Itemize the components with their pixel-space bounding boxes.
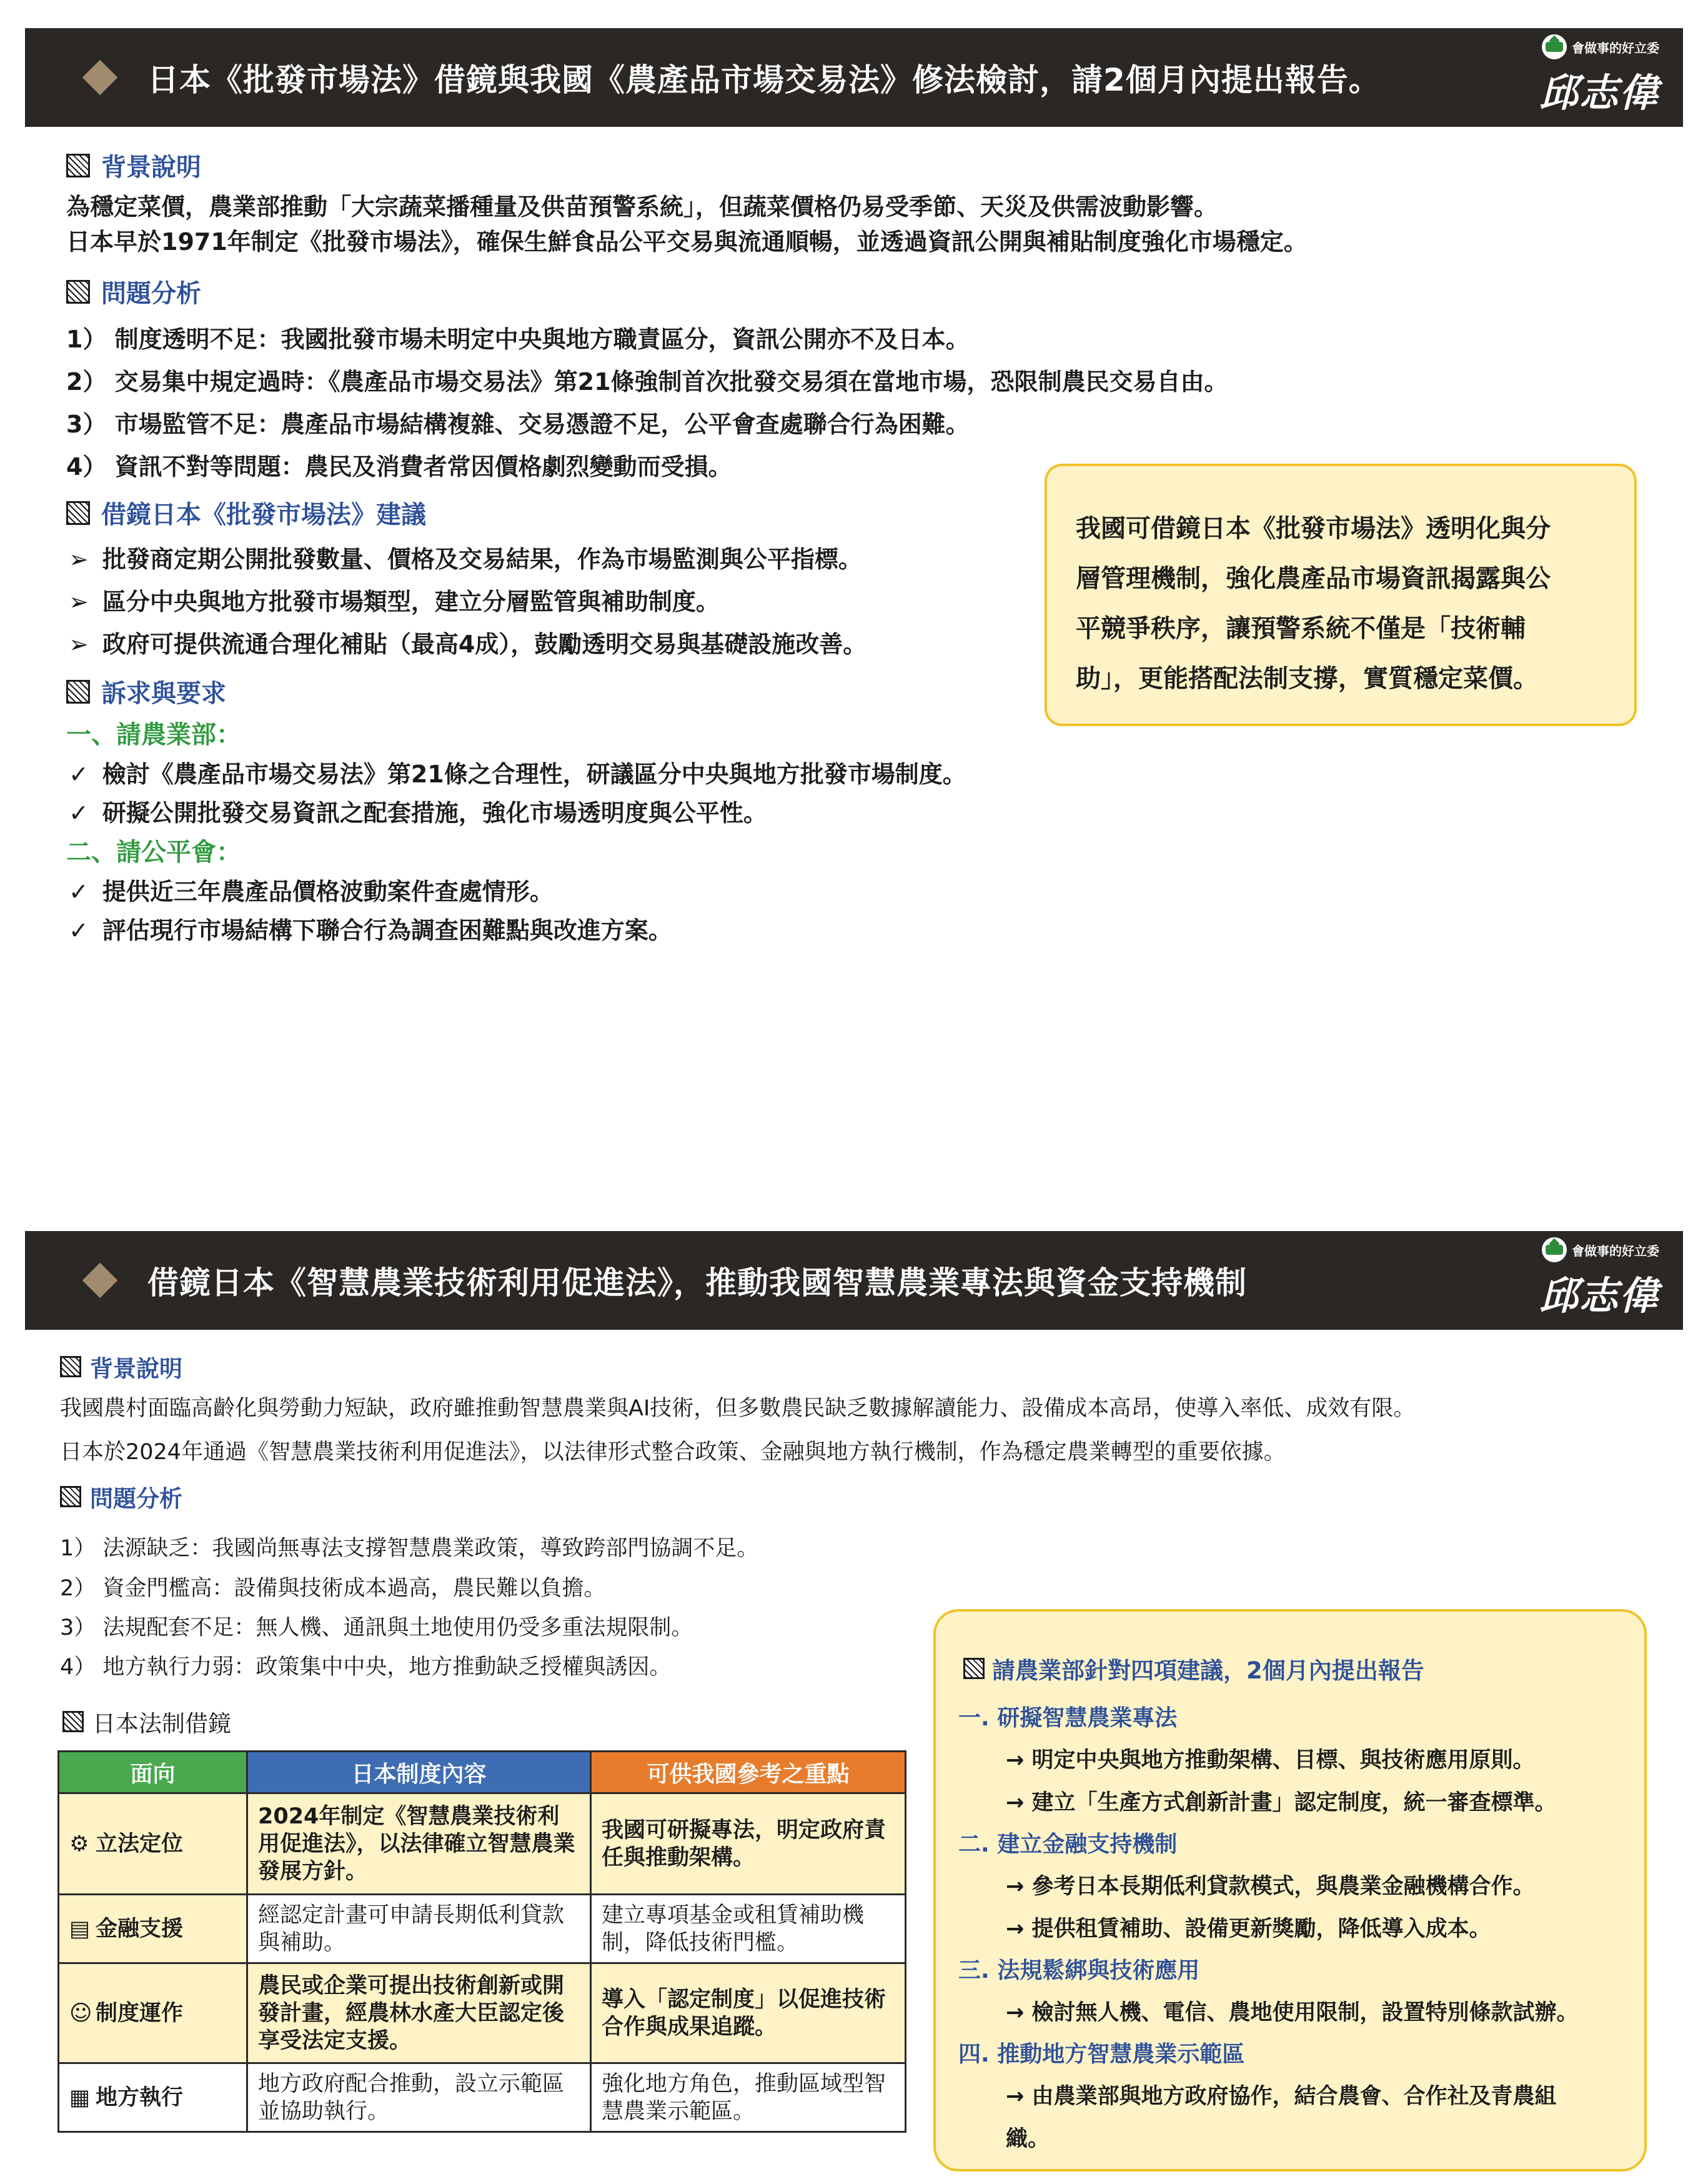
moa-heading: 一、請農業部： xyxy=(66,721,241,749)
background-line: 日本早於1971年制定《批發市場法》，確保生鮮食品公平交易與流通順暢，並透過資訊公開與補貼制度強化市場穩定。 xyxy=(66,228,1308,256)
note-line: 平競爭秩序，讓預警系統不僅是「技術輔 xyxy=(1076,614,1526,643)
recommendation-detail: → 建立「生產方式創新計畫」認定制度，統一審查標準。 xyxy=(1006,1790,1557,1815)
suggestion-item: ➢ 批發商定期公開批發數量、價格及交易結果，作為市場監測與公平指標。 xyxy=(69,540,862,574)
recommendation-detail: → 參考日本長期低利貸款模式，與農業金融機構合作。 xyxy=(1006,1874,1535,1899)
hatched-square-icon xyxy=(66,680,90,704)
column-header: 可供我國參考之重點 xyxy=(591,1752,906,1793)
recommendation-item: 二. 建立金融支持機制 xyxy=(958,1832,1178,1857)
column-header: 日本制度內容 xyxy=(247,1752,591,1793)
hatched-square-icon xyxy=(963,1658,985,1679)
recommendation-detail: → 檢討無人機、電信、農地使用限制，設置特別條款試辦。 xyxy=(1006,2000,1579,2025)
title-banner xyxy=(25,28,1683,127)
summary-note xyxy=(1045,464,1637,726)
demand-item: ✓ 評估現行市場結構下聯合行為調查困難點與改進方案。 xyxy=(69,911,672,945)
aspect-cell: ⚙ 立法定位 xyxy=(59,1793,247,1895)
recommendation-detail: → 提供租賃補助、設備更新獎勵，降低導入成本。 xyxy=(1006,1917,1491,1942)
recommendation-item: 一. 研擬智慧農業專法 xyxy=(958,1705,1178,1731)
party-logo-icon xyxy=(1542,1237,1567,1262)
demand-item: ✓ 檢討《農產品市場交易法》第21條之合理性，研議區分中央與地方批發市場制度。 xyxy=(69,755,966,789)
suggestion-item: ➢ 區分中央與地方批發市場類型，建立分層監管與補助制度。 xyxy=(69,582,720,617)
table-row xyxy=(59,1963,906,2063)
background-line: 日本於2024年通過《智慧農業技術利用促進法》，以法律形式整合政策、金融與地方執行機制，作為穩定農業轉型的重要依據。 xyxy=(60,1440,1286,1465)
aspect-cell: ☺ 制度運作 xyxy=(59,1963,247,2063)
brand-slogan: 會做事的好立委 xyxy=(1572,1243,1659,1259)
background-heading: 背景說明 xyxy=(60,1350,182,1384)
ftc-heading: 二、請公平會： xyxy=(66,838,241,867)
column-header: 面向 xyxy=(59,1752,247,1793)
analysis-item: 2） 交易集中規定過時：《農產品市場交易法》第21條強制首次批發交易須在當地市場，恐限制農民交易自由。 xyxy=(66,368,1228,396)
analysis-heading: 問題分析 xyxy=(66,274,201,309)
japan-cell: 地方政府配合推動，設立示範區並協助執行。 xyxy=(247,2063,591,2132)
analysis-item: 3） 市場監管不足：農產品市場結構複雜、交易憑證不足，公平會查處聯合行為困難。 xyxy=(66,411,970,438)
party-logo-icon xyxy=(1542,34,1567,59)
demand-item: ✓ 提供近三年農產品價格波動案件查處情形。 xyxy=(69,872,554,907)
brand-logo xyxy=(1509,34,1659,122)
hatched-square-icon xyxy=(62,1711,84,1732)
analysis-item: 3） 法規配套不足：無人機、通訊與土地使用仍受多重法規限制。 xyxy=(60,1615,693,1640)
analysis-item: 2） 資金門檻高：設備與技術成本過高，農民難以負擔。 xyxy=(60,1576,606,1601)
gear-icon: ⚙ xyxy=(69,1831,89,1857)
hatched-square-icon xyxy=(60,1356,81,1377)
japan-cell: 農民或企業可提出技術創新或開發計畫，經農林水產大臣認定後享受法定支援。 xyxy=(247,1963,591,2063)
brain-icon: ☺ xyxy=(69,2000,92,2026)
demands-heading: 訴求與要求 xyxy=(66,674,226,709)
taiwan-cell: 強化地方角色，推動區域型智慧農業示範區。 xyxy=(591,2063,906,2132)
document-icon: ▤ xyxy=(69,1916,91,1942)
note-line: 我國可借鏡日本《批發市場法》透明化與分 xyxy=(1076,514,1551,543)
title-banner xyxy=(25,1231,1683,1330)
recommendation-detail: → 由農業部與地方政府協作，結合農會、合作社及青農組 xyxy=(1006,2084,1557,2109)
diamond-icon xyxy=(82,1263,118,1299)
analysis-item: 4） 資訊不對等問題：農民及消費者常因價格劇烈變動而受損。 xyxy=(66,453,732,481)
comparison-table xyxy=(57,1750,906,2133)
hatched-square-icon xyxy=(66,154,90,177)
analysis-heading: 問題分析 xyxy=(60,1480,182,1513)
note-line: 助」，更能搭配法制支撐，實質穩定菜價。 xyxy=(1076,664,1538,693)
table-row xyxy=(59,1895,906,1963)
table-row xyxy=(59,1793,906,1895)
brand-signature: 邱志偉 xyxy=(1539,1273,1659,1319)
diamond-icon xyxy=(82,60,118,96)
analysis-item: 1） 法源缺乏：我國尚無專法支撐智慧農業政策，導致跨部門協調不足。 xyxy=(60,1536,759,1561)
recommendation-detail: → 明定中央與地方推動架構、目標、與技術應用原則。 xyxy=(1006,1748,1535,1773)
recommendation-detail: 織。 xyxy=(1006,2127,1050,2152)
brand-slogan: 會做事的好立委 xyxy=(1572,40,1659,56)
brand-logo xyxy=(1509,1237,1659,1325)
background-line: 為穩定菜價，農業部推動「大宗蔬菜播種量及供苗預警系統」，但蔬菜價格仍易受季節、天災及供需波動影響。 xyxy=(66,193,1218,221)
demand-item: ✓ 研擬公開批發交易資訊之配套措施，強化市場透明度與公平性。 xyxy=(69,794,767,828)
section-wholesale-market-law xyxy=(0,0,1708,1000)
japan-cell: 經認定計畫可申請長期低利貸款與補助。 xyxy=(247,1895,591,1963)
suggestions-heading: 借鏡日本《批發市場法》建議 xyxy=(66,495,426,531)
aspect-cell: ▤ 金融支援 xyxy=(59,1895,247,1963)
taiwan-cell: 我國可研擬專法，明定政府責任與推動架構。 xyxy=(591,1793,906,1895)
page-title: 借鏡日本《智慧農業技術利用促進法》，推動我國智慧農業專法與資金支持機制 xyxy=(147,1265,1247,1301)
table-row xyxy=(59,2063,906,2132)
recommendation-item: 四. 推動地方智慧農業示範區 xyxy=(958,2042,1245,2067)
recommendation-item: 三. 法規鬆綁與技術應用 xyxy=(958,1958,1200,1983)
section-smart-agriculture-law xyxy=(0,1225,1708,2179)
hatched-square-icon xyxy=(66,280,90,304)
analysis-item: 1） 制度透明不足：我國批發市場未明定中央與地方職責區分，資訊公開亦不及日本。 xyxy=(66,326,970,353)
brand-signature: 邱志偉 xyxy=(1539,70,1659,116)
analysis-item: 4） 地方執行力弱：政策集中中央，地方推動缺乏授權與誘因。 xyxy=(60,1655,672,1680)
taiwan-cell: 建立專項基金或租賃補助機制，降低技術門檻。 xyxy=(591,1895,906,1963)
note-line: 層管理機制，強化農產品市場資訊揭露與公 xyxy=(1076,564,1551,593)
map-icon: ▦ xyxy=(69,2085,91,2110)
page-title: 日本《批發市場法》借鏡與我國《農產品市場交易法》修法檢討，請2個月內提出報告。 xyxy=(147,62,1381,98)
japan-cell: 2024年制定《智慧農業技術利用促進法》，以法律確立智慧農業發展方針。 xyxy=(247,1793,591,1895)
taiwan-cell: 導入「認定制度」以促進技術合作與成果追蹤。 xyxy=(591,1963,906,2063)
suggestion-item: ➢ 政府可提供流通合理化補貼（最高4成），鼓勵透明交易與基礎設施改善。 xyxy=(69,625,866,659)
hatched-square-icon xyxy=(66,501,90,525)
background-line: 我國農村面臨高齡化與勞動力短缺，政府雖推動智慧農業與AI技術，但多數農民缺乏數據解讀能力、設備成本高昂，使導入率低、成效有限。 xyxy=(60,1396,1416,1421)
background-heading: 背景說明 xyxy=(66,147,201,183)
recommendations-panel xyxy=(933,1609,1647,2172)
aspect-cell: ▦ 地方執行 xyxy=(59,2063,247,2132)
recommendations-heading: 請農業部針對四項建議，2個月內提出報告 xyxy=(963,1652,1424,1685)
hatched-square-icon xyxy=(60,1486,81,1507)
table-heading: 日本法制借鏡 xyxy=(62,1705,231,1738)
